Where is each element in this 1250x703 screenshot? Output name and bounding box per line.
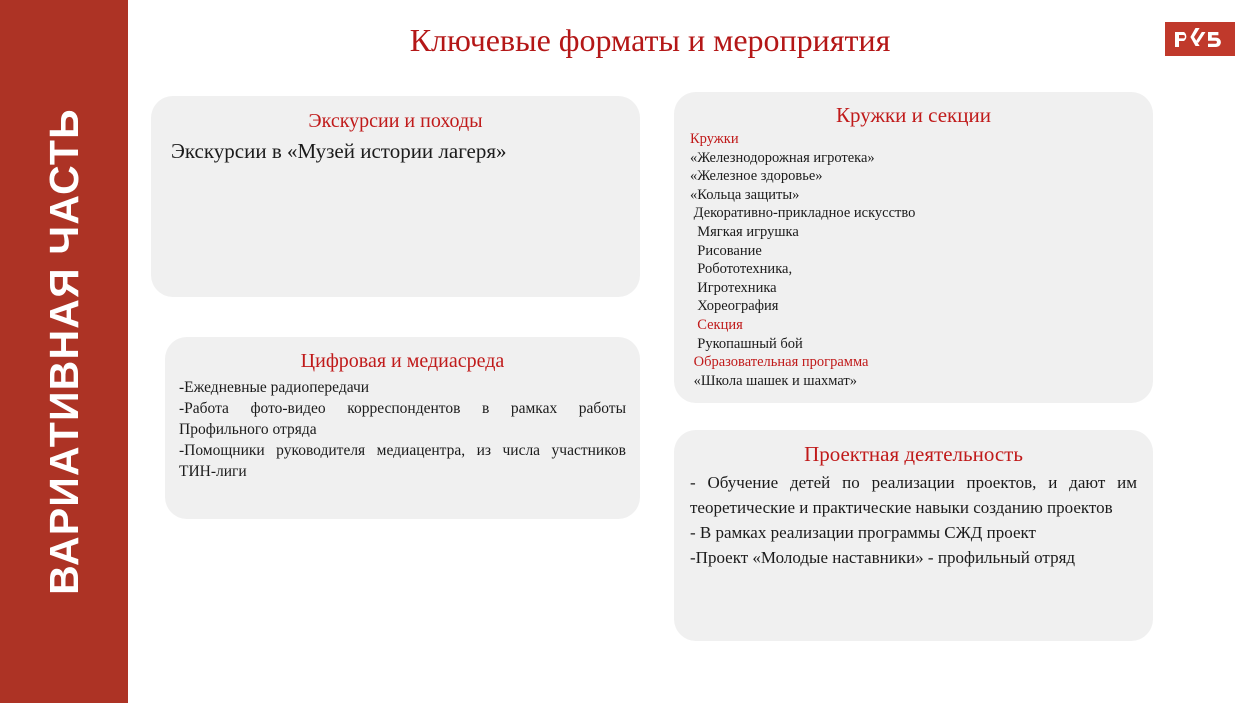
club-list-item: Игротехника [690,279,777,296]
rzd-logo-icon [1165,22,1235,56]
card-media-line-1: -Ежедневные радиопередачи [179,379,370,396]
club-list [690,130,1137,390]
card-projects-title: Проектная деятельность [804,442,1023,466]
card-projects-line-1: - Обучение детей по реализации проектов, и дают им теоретические и практические навыки созданию проектов [690,473,1137,517]
club-list-item: Рисование [690,242,762,259]
club-list-item: Декоративно-прикладное искусство [690,205,916,222]
card-excursions-title: Экскурсии и походы [308,110,483,132]
club-list-item: Рукопашный бой [690,335,803,352]
card-clubs-title: Кружки и секции [836,103,991,127]
card-media-line-2: -Работа фото-видео корреспондентов в рамках работы Профильного отряда [179,400,626,438]
club-list-item: Образовательная программа [690,354,869,371]
club-list-item: «Кольца защиты» [690,186,800,203]
card-excursions-line: Экскурсии в «Музей истории лагеря» [171,139,507,163]
club-list-item: Робототехника, [690,261,793,278]
club-list-item: «Железное здоровье» [690,168,823,185]
card-media-title: Цифровая и медиасреда [300,350,505,372]
sidebar-band [0,0,128,703]
club-list-item: «Железнодорожная игротека» [690,149,875,166]
club-list-item: «Школа шашек и шахмат» [690,372,857,389]
club-list-item: Секция [690,316,743,333]
card-projects [674,430,1153,641]
card-projects-line-2: - В рамках реализации программы СЖД проект [690,523,1036,542]
club-list-item: Хореография [690,298,779,315]
card-excursions [151,96,640,297]
club-list-item: Мягкая игрушка [690,223,799,240]
club-list-item: Кружки [690,131,739,147]
card-clubs [674,92,1153,403]
page-title: Ключевые форматы и мероприятия [409,22,891,58]
sidebar-label: ВАРИАТИВНАЯ ЧАСТЬ [40,108,87,595]
card-projects-line-3: -Проект «Молодые наставники» - профильный отряд [690,548,1076,567]
card-media-line-3: -Помощники руководителя медиацентра, из числа участников ТИН-лиги [179,442,626,480]
card-media [165,337,640,519]
